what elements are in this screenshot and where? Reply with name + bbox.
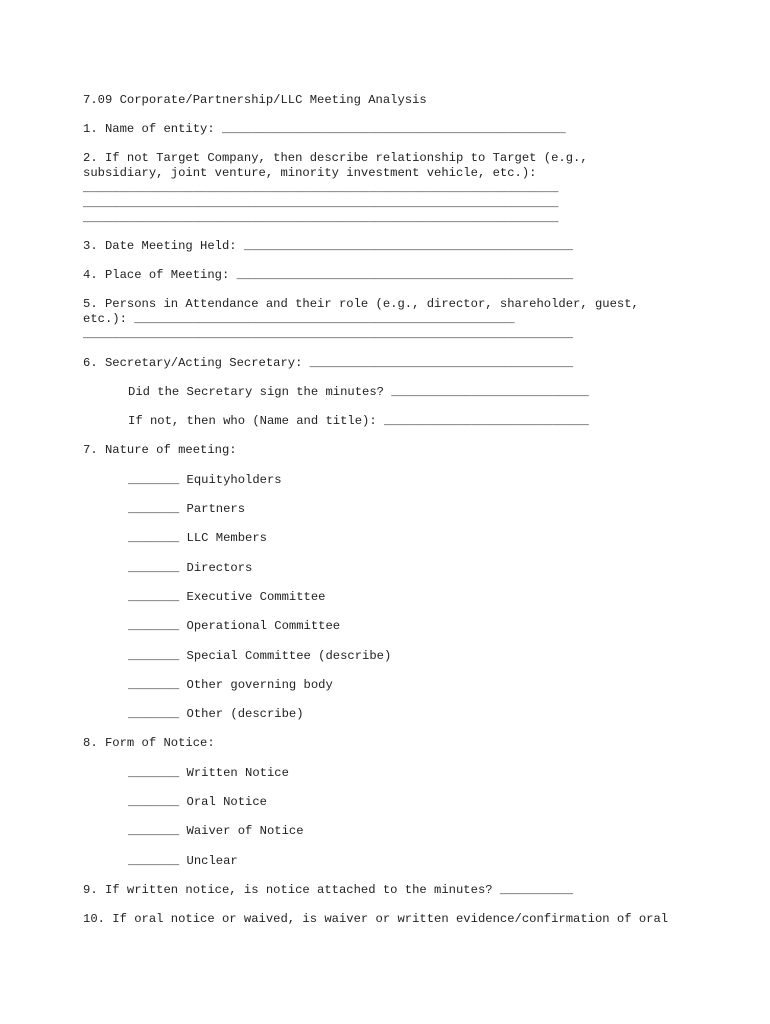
question-5-line-2: etc.): ____________________________________________________ (83, 312, 515, 326)
option-operational-committee: _______ Operational Committee (128, 619, 341, 633)
option-directors: _______ Directors (128, 561, 253, 575)
option-executive-committee: _______ Executive Committee (128, 590, 326, 604)
option-special-committee: _______ Special Committee (describe) (128, 649, 392, 663)
question-3-date-meeting-held: 3. Date Meeting Held: _____________________________________________ (83, 239, 574, 253)
option-waiver-of-notice: _______ Waiver of Notice (128, 824, 304, 838)
question-2-line-2: subsidiary, joint venture, minority investment vehicle, etc.): (83, 166, 537, 180)
question-6-secretary: 6. Secretary/Acting Secretary: ____________________________________ (83, 356, 574, 370)
question-9-written-notice-attached: 9. If written notice, is notice attached to the minutes? __________ (83, 883, 574, 897)
question-1-name-of-entity: 1. Name of entity: _______________________________________________ (83, 122, 566, 136)
question-6-secretary-signed: Did the Secretary sign the minutes? ___________________________ (128, 385, 589, 399)
option-llc-members: _______ LLC Members (128, 531, 267, 545)
document-title: 7.09 Corporate/Partnership/LLC Meeting Analysis (83, 93, 427, 107)
option-oral-notice: _______ Oral Notice (128, 795, 267, 809)
option-written-notice: _______ Written Notice (128, 766, 289, 780)
question-5-line-1: 5. Persons in Attendance and their role (e.g., director, shareholder, guest, (83, 297, 639, 311)
question-2-blank-line: _________________________________________________________________ (83, 181, 559, 195)
question-10-oral-notice-waiver: 10. If oral notice or waived, is waiver or written evidence/confirmation of oral (83, 912, 669, 926)
question-2-line-1: 2. If not Target Company, then describe relationship to Target (e.g., (83, 151, 588, 165)
question-6-if-not-who: If not, then who (Name and title): ____________________________ (128, 414, 589, 428)
question-2-blank-line: _________________________________________________________________ (83, 211, 559, 225)
option-equityholders: _______ Equityholders (128, 473, 282, 487)
question-2-blank-line: _________________________________________________________________ (83, 196, 559, 210)
question-5-blank-line: ___________________________________________________________________ (83, 327, 574, 341)
option-other-describe: _______ Other (describe) (128, 707, 304, 721)
question-8-form-of-notice: 8. Form of Notice: (83, 736, 215, 750)
option-partners: _______ Partners (128, 502, 246, 516)
question-7-nature-of-meeting: 7. Nature of meeting: (83, 443, 237, 457)
question-4-place-of-meeting: 4. Place of Meeting: ______________________________________________ (83, 268, 574, 282)
option-unclear: _______ Unclear (128, 854, 238, 868)
option-other-governing-body: _______ Other governing body (128, 678, 333, 692)
